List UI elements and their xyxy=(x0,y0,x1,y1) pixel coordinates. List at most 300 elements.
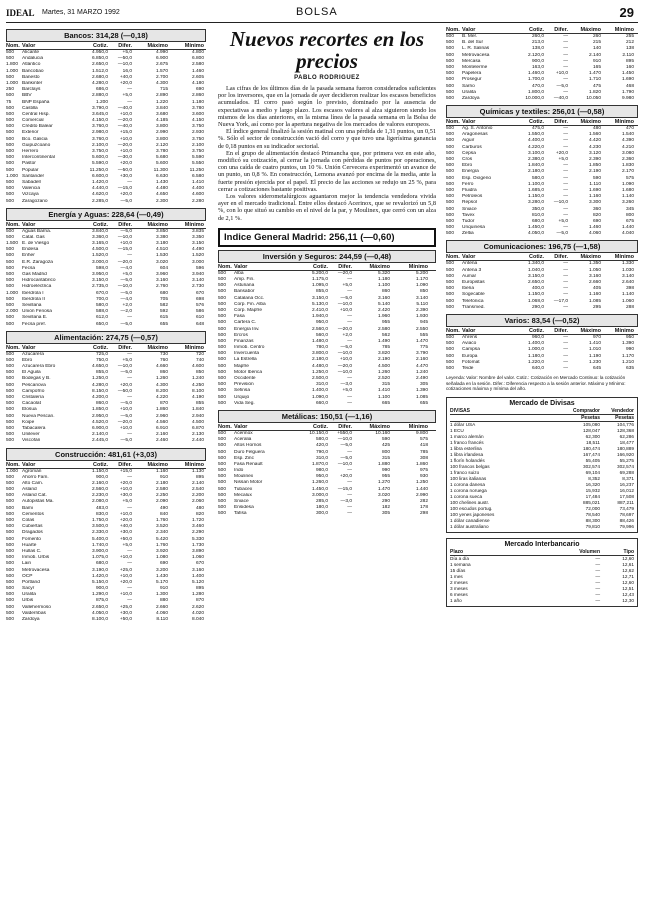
column-header-c: Cotiz. xyxy=(93,221,108,228)
cell-n: 500 xyxy=(6,579,15,585)
column-header-d: Difer. xyxy=(554,27,568,33)
cell-c: 2.230,0 xyxy=(91,493,108,499)
cell-c: 2.160,0 xyxy=(91,480,108,486)
cell-d: — xyxy=(563,334,568,340)
cell-m: 6.800 xyxy=(191,56,204,62)
cell-d: —15,0 xyxy=(337,486,352,492)
cell-d: —20,0 xyxy=(117,259,132,265)
cell-v: Nueva Pescan. xyxy=(22,413,55,419)
cell-x: 480 xyxy=(592,126,601,132)
cell-c: 686,0 xyxy=(95,87,108,93)
cell-v: Intercontinental xyxy=(22,155,55,161)
cell-m: 160 xyxy=(625,64,634,70)
cell-c: 3.000,0 xyxy=(311,492,328,498)
table-header xyxy=(446,119,638,126)
cell-n: 500 xyxy=(6,382,15,388)
cell-n: 500 xyxy=(446,40,455,46)
cell-v: Crédito Balear xyxy=(22,124,53,130)
cell-n: 500 xyxy=(218,270,227,276)
column-header-v: Valor xyxy=(22,461,36,468)
cell-d: +5,0 xyxy=(122,499,132,505)
currency-name: 1 dólar australiano xyxy=(450,523,489,529)
cell-d: — xyxy=(347,505,352,511)
cell-x: 3.800 xyxy=(155,124,168,130)
cell-d: +550,0 xyxy=(337,430,352,436)
cell-c: 3.840,0 xyxy=(91,228,108,234)
cell-m: 930 xyxy=(419,474,428,480)
cell-x: 1.300 xyxy=(155,592,168,598)
cell-m: 785 xyxy=(419,449,428,455)
cell-m: 1.730 xyxy=(191,542,204,548)
cell-v: Herrero xyxy=(22,149,39,154)
cell-v: Metrovacesa xyxy=(462,52,490,58)
cell-x: 860 xyxy=(159,370,168,376)
cell-n: 500 xyxy=(6,401,15,407)
cell-v: Altos Hornos xyxy=(234,443,262,449)
cell-c: 4.200,0 xyxy=(91,395,108,400)
cell-v: Sacyr xyxy=(22,586,35,592)
section-title: BOLSA xyxy=(296,6,338,18)
cell-x: 2.660 xyxy=(588,280,601,285)
middle-column xyxy=(218,26,436,518)
cell-x: 870 xyxy=(159,401,168,407)
cell-n: 500 xyxy=(446,150,455,156)
cell-v: Catal. Gas xyxy=(22,234,45,240)
article-headline: Nuevos recortes en los precios xyxy=(229,27,425,73)
column-header-m: Mínimo xyxy=(614,27,634,33)
cell-v: Aiguir xyxy=(462,138,475,144)
cell-c: 3.900,0 xyxy=(91,548,108,554)
cell-x: 2.675 xyxy=(155,62,168,68)
cell-m: 1.860 xyxy=(415,461,428,467)
column-header-c: Cotiz. xyxy=(313,263,328,270)
cell-v: OCP xyxy=(22,573,33,579)
cell-d: — xyxy=(563,187,568,193)
sector-index-title: Inversión y Seguros: 244,59 (—0,48) xyxy=(218,250,436,263)
cell-x: 1.230 xyxy=(588,359,601,365)
cell-d: —20,0 xyxy=(337,270,352,276)
cell-v: Asturiana xyxy=(234,283,255,289)
cell-n: 500 xyxy=(6,505,15,511)
cell-x: 2.180 xyxy=(155,480,168,486)
cell-v: Barclays xyxy=(22,87,41,93)
cell-x: 730 xyxy=(159,351,168,357)
cell-c: 900,0 xyxy=(95,586,108,592)
cell-x: 5.600 xyxy=(155,161,168,167)
cell-v: Motor Ibérica xyxy=(234,369,262,375)
stock-group xyxy=(446,240,638,311)
cell-d: +25,0 xyxy=(119,567,132,573)
cell-c: 670,0 xyxy=(95,290,108,296)
cell-c: 310,0 xyxy=(315,455,328,461)
cell-n: 500 xyxy=(218,430,227,436)
cell-n: 500 xyxy=(218,357,227,363)
cell-n: 500 xyxy=(6,364,15,370)
currency-sell: 16,237 xyxy=(619,481,634,487)
cell-x: 1.760 xyxy=(155,518,168,523)
cell-x: 1.410 xyxy=(588,341,601,347)
cell-v: Sogecable xyxy=(462,292,485,298)
cell-c: 1.800,0 xyxy=(527,89,544,95)
cell-x: 690 xyxy=(592,218,601,224)
cell-d: — xyxy=(563,138,568,144)
cell-c: 4.280,0 xyxy=(91,382,108,388)
cell-m: 1.140 xyxy=(621,292,634,298)
cell-c: 855,0 xyxy=(95,370,108,376)
cell-c: 8.100,0 xyxy=(91,617,108,622)
cell-x: 2.090 xyxy=(155,499,168,505)
cell-c: 10.000,0 xyxy=(525,95,544,101)
cell-x: 1.085 xyxy=(588,298,601,304)
cell-m: 282 xyxy=(419,499,428,505)
cell-v: Hidrocantábrico xyxy=(22,278,56,284)
stock-group xyxy=(446,314,638,372)
cell-m: 6.870 xyxy=(191,425,204,431)
cell-m: 5.200 xyxy=(415,270,428,276)
cell-m: 2.280 xyxy=(191,198,204,204)
cell-v: Antena 3 xyxy=(462,267,482,273)
cell-m: 178 xyxy=(419,505,428,511)
cell-c: 1.460,0 xyxy=(527,71,544,77)
column-header-v: Valor xyxy=(22,43,36,49)
cell-c: 2.120,0 xyxy=(527,52,544,58)
currency-name: 1 franco francés xyxy=(450,439,484,445)
cell-m: 3.790 xyxy=(415,351,428,357)
cell-x: 970 xyxy=(592,334,601,340)
cell-d: —5,0 xyxy=(120,413,132,419)
sector-index-title: Alimentación: 274,75 (—0,57) xyxy=(6,331,206,344)
cell-c: 5.600,0 xyxy=(91,155,108,161)
cell-c: 2.100,0 xyxy=(91,142,108,148)
cell-v: Transmed. xyxy=(462,304,485,310)
cell-n: 500 xyxy=(218,307,227,313)
column-header-v: Valor xyxy=(22,344,36,351)
cell-d: —10,0 xyxy=(337,351,352,357)
cell-n: 500 xyxy=(446,181,455,187)
cell-v: Fotomat xyxy=(462,359,480,365)
cell-x: 6.630 xyxy=(155,173,168,179)
cell-n: 500 xyxy=(6,179,15,185)
currency-name: 100 liras italianas xyxy=(450,475,487,481)
sector-index-title: Construcción: 481,61 (+3,03) xyxy=(6,448,206,461)
cell-v: Ahorro Fam. xyxy=(22,474,49,480)
column-header-n: Nom. xyxy=(6,461,20,468)
cell-d: +5,0 xyxy=(122,272,132,277)
currency-sell: 166,920 xyxy=(617,451,634,457)
cell-d: — xyxy=(563,34,568,39)
cell-c: 1.090,0 xyxy=(311,394,328,400)
cell-d: — xyxy=(563,132,568,138)
cell-x: 2.300 xyxy=(155,198,168,204)
cell-m: 1.170 xyxy=(621,353,634,359)
cell-n: 1.000 xyxy=(6,173,19,179)
cell-c: 3.950,0 xyxy=(91,272,108,277)
column-header-n: Nom. xyxy=(6,221,20,228)
cell-n: 500 xyxy=(446,359,455,365)
cell-c: 483,0 xyxy=(95,505,108,511)
cell-n: 500 xyxy=(6,278,15,284)
interbank-rate: 12,62 xyxy=(622,567,634,573)
cell-n: 500 xyxy=(6,161,15,167)
cell-v: Inmob. Centro xyxy=(234,345,265,351)
cell-v: Vallehermoso xyxy=(22,604,51,610)
cell-c: 2.680,0 xyxy=(91,74,108,80)
cell-v: Acerinox xyxy=(234,430,253,436)
cell-d: —5,0 xyxy=(120,370,132,376)
cell-n: 500 xyxy=(446,77,455,83)
cell-m: 4.400 xyxy=(191,186,204,192)
cell-d: +20,0 xyxy=(119,161,132,167)
stock-group xyxy=(446,105,638,237)
cell-n: 500 xyxy=(218,474,227,480)
cell-c: 1.850,0 xyxy=(91,407,108,413)
cell-v: Bami xyxy=(22,505,33,511)
interbank-term: 15 días xyxy=(450,567,466,573)
column-header-m: Mínimo xyxy=(184,43,204,49)
cell-x: 2.420 xyxy=(377,307,390,313)
cell-m: 1.440 xyxy=(415,486,428,492)
cell-x: 2.250 xyxy=(155,493,168,499)
cell-d: +20,0 xyxy=(555,150,568,156)
cell-d: +10,0 xyxy=(119,425,132,431)
cell-n: 500 xyxy=(218,492,227,498)
cell-x: 1.160 xyxy=(588,194,601,200)
cell-v: Fasa xyxy=(234,314,245,320)
cell-n: 500 xyxy=(446,58,455,64)
cell-m: 1.520 xyxy=(191,253,204,259)
cell-x: 760 xyxy=(159,357,168,363)
column-header-m: Mínimo xyxy=(408,423,428,430)
cell-v: Castilla xyxy=(22,105,38,111)
column-header-d: Difer. xyxy=(554,254,568,261)
cell-d: —10,0 xyxy=(117,284,132,290)
cell-c: 470,0 xyxy=(531,83,544,89)
cell-v: Popular xyxy=(22,167,39,173)
cell-v: Aumar xyxy=(462,273,477,279)
table-header xyxy=(446,254,638,261)
cell-x: 4.220 xyxy=(155,395,168,400)
cell-v: Moulinex xyxy=(234,474,254,480)
cell-x: 4.300 xyxy=(155,80,168,86)
currency-buy: 885,021 xyxy=(583,499,600,505)
cell-x: 1.190 xyxy=(588,353,601,359)
cell-c: 5.200,0 xyxy=(311,270,328,276)
cell-n: 500 xyxy=(446,286,455,292)
cell-m: 345 xyxy=(625,206,634,212)
cell-n: 500 xyxy=(446,132,455,138)
cell-n: 500 xyxy=(6,542,15,548)
column-header-d: Difer. xyxy=(554,119,568,126)
cell-d: — xyxy=(347,277,352,283)
cell-c: 2.880,0 xyxy=(91,93,108,99)
cell-x: 582 xyxy=(159,302,168,308)
cell-n: 500 xyxy=(446,83,455,89)
cell-n: 250 xyxy=(6,87,15,93)
cell-d: —50,0 xyxy=(117,56,132,62)
cell-m: 4.020 xyxy=(191,610,204,616)
cell-v: Atlántico xyxy=(22,62,41,68)
cell-c: 2.650,0 xyxy=(527,280,544,285)
column-header-v: Valor xyxy=(462,327,476,334)
cell-m: 975 xyxy=(419,468,428,474)
cell-d: +5,0 xyxy=(122,357,132,363)
currency-sell: 104,776 xyxy=(617,421,634,427)
cell-n: 500 xyxy=(218,449,227,455)
cell-n: 500 xyxy=(6,419,15,425)
column-header-x: Máximo xyxy=(580,119,601,126)
cell-m: 1.240 xyxy=(415,369,428,375)
cell-n: 500 xyxy=(6,499,15,505)
cell-c: 1.100,0 xyxy=(527,181,544,187)
page-number: 29 xyxy=(619,5,634,20)
cell-v: Tavex xyxy=(462,212,475,218)
currency-buy: 8,352 xyxy=(588,475,600,481)
cell-m: 4.210 xyxy=(621,144,634,150)
sector-index-title: Varios: 83,54 (—0,52) xyxy=(446,314,638,327)
cell-x: 475 xyxy=(592,83,601,89)
interbank-rate: 12,51 xyxy=(622,585,634,591)
cell-d: — xyxy=(347,394,352,400)
cell-m: 2.390 xyxy=(415,307,428,313)
currency-buy: 88,300 xyxy=(585,517,600,523)
cell-n: 500 xyxy=(6,111,15,117)
cell-x: 4.185 xyxy=(155,118,168,124)
cell-n: 500 xyxy=(218,363,227,369)
cell-v: Banesto xyxy=(22,74,40,80)
cell-c: 5.400,0 xyxy=(91,536,108,542)
cell-c: 3.165,0 xyxy=(91,241,108,247)
cell-m: 1.830 xyxy=(621,163,634,169)
cell-d: — xyxy=(563,347,568,353)
cell-x: 2.580 xyxy=(155,487,168,493)
cell-v: Indo xyxy=(234,468,244,474)
cell-n: 500 xyxy=(218,455,227,461)
cell-v: Bankinter xyxy=(22,80,43,86)
cell-m: 3.140 xyxy=(621,273,634,279)
currency-buy: 167,474 xyxy=(583,451,600,457)
table-row xyxy=(446,96,638,102)
cell-x: 2.760 xyxy=(155,284,168,290)
cell-n: 500 xyxy=(218,388,227,394)
cell-d: — xyxy=(127,351,132,357)
column-header-x: Máximo xyxy=(147,461,168,468)
cell-m: 850 xyxy=(195,370,204,376)
cell-c: 580,0 xyxy=(315,437,328,443)
cell-n: 500 xyxy=(6,321,15,327)
cell-x: 1.530 xyxy=(155,253,168,259)
article-paragraph: En el grupo de alimentación destacó Primancha que, por primera vez en este año, modificó su cotización, al cerrar la jornada con pérdidas de puntos por operaciones, con una caída de cuatro puntos, un 10 %. Unión Cervecera experimentó un avance de un punto, un 0,8 %. En construcción, Lemona avanzó por encima de la media, ante la fuerte presión ejercida por el papel. El precio de las acciones se redujo un 25 %, para cerrar a cotizaciones bastante positivas. xyxy=(218,149,436,193)
cell-n: 500 xyxy=(6,592,15,598)
cell-d: —5,0 xyxy=(120,198,132,204)
stock-group xyxy=(6,331,206,445)
cell-x: 3.120 xyxy=(588,150,601,156)
cell-n: 1.000 xyxy=(6,80,19,86)
cell-x: 590 xyxy=(381,437,390,443)
cell-c: 1.685,0 xyxy=(527,187,544,193)
cell-m: 4.040 xyxy=(621,231,634,237)
currency-sell: 887,211 xyxy=(617,499,634,505)
cell-x: 604 xyxy=(159,265,168,271)
cell-m: 690 xyxy=(195,87,204,93)
cell-v: Europa xyxy=(462,353,478,359)
cell-v: Hullas C. xyxy=(22,548,42,554)
stock-group xyxy=(218,250,436,407)
cell-c: 4.520,0 xyxy=(91,419,108,425)
column-header-n: Nom. xyxy=(446,27,460,33)
cell-x: 1.350 xyxy=(588,261,601,267)
cell-m: 5.110 xyxy=(416,301,428,307)
sector-index-title: Energía y Aguas: 228,64 (—0,49) xyxy=(6,208,206,221)
cell-v: Sevillana xyxy=(22,302,42,308)
cell-n: 500 xyxy=(446,163,455,169)
cell-n: 500 xyxy=(6,407,15,413)
cell-m: 3.000 xyxy=(191,259,204,265)
cell-n: 500 xyxy=(218,369,227,375)
cell-v: B. Mer. xyxy=(462,34,478,39)
cell-c: 3.645,0 xyxy=(91,111,108,117)
cell-m: 1.460 xyxy=(191,68,204,74)
cell-c: 2.980,0 xyxy=(91,130,108,136)
cell-v: Valderribas xyxy=(22,610,46,616)
cell-v: Petroleos xyxy=(462,194,483,200)
cell-n: 500 xyxy=(218,320,227,326)
cell-v: Catalana Occ. xyxy=(234,295,265,301)
cell-n: 500 xyxy=(6,315,15,321)
cell-x: 2.190 xyxy=(588,169,601,175)
cell-v: Iberia xyxy=(462,286,474,292)
cell-m: 3.260 xyxy=(621,200,634,206)
cell-c: 960,0 xyxy=(531,334,544,340)
cell-n: 500 xyxy=(6,136,15,142)
cell-c: 660,0 xyxy=(315,400,328,406)
cell-c: 855,0 xyxy=(315,289,328,295)
cell-v: Tudor xyxy=(462,218,475,224)
cell-n: 500 xyxy=(218,461,227,467)
currency-buy: 17,484 xyxy=(585,493,600,499)
column-header-m: Mínimo xyxy=(614,254,634,261)
cell-m: 4.250 xyxy=(191,382,204,388)
cell-v: Tabacalera xyxy=(22,425,46,431)
cell-n: 500 xyxy=(446,341,455,347)
cell-c: 2.560,0 xyxy=(311,326,328,332)
cell-m: 1.400 xyxy=(191,573,204,579)
cell-x: 4.420 xyxy=(588,138,601,144)
cell-m: 3.140 xyxy=(415,295,428,301)
cell-x: 3.840 xyxy=(155,105,168,111)
cell-m: 3.460 xyxy=(191,524,204,530)
cell-d: —3,0 xyxy=(340,499,352,505)
cell-v: BBV xyxy=(22,93,32,99)
cell-n: 500 xyxy=(6,598,15,604)
cell-v: Andalucia xyxy=(22,56,44,62)
cell-d: —5,0 xyxy=(120,228,132,234)
interbank-rate: 12,30 xyxy=(622,597,634,603)
cell-v: Antena xyxy=(462,261,478,267)
cell-n: 500 xyxy=(446,52,455,58)
table-row xyxy=(6,322,206,328)
cell-d: +25,0 xyxy=(119,604,132,610)
cell-d: — xyxy=(563,194,568,200)
cell-x: 3.380 xyxy=(155,234,168,240)
cell-d: —10,0 xyxy=(337,461,352,467)
sector-index-title: Metálicas: 150,51 (—1,16) xyxy=(218,410,436,423)
cell-v: Inmob. Urbis xyxy=(22,555,50,561)
column-header-x: Máximo xyxy=(580,327,601,334)
stock-group xyxy=(6,29,206,205)
cell-m: 6.580 xyxy=(191,173,204,179)
cell-c: 950,0 xyxy=(315,474,328,480)
column-header-n: Nom. xyxy=(446,119,460,126)
